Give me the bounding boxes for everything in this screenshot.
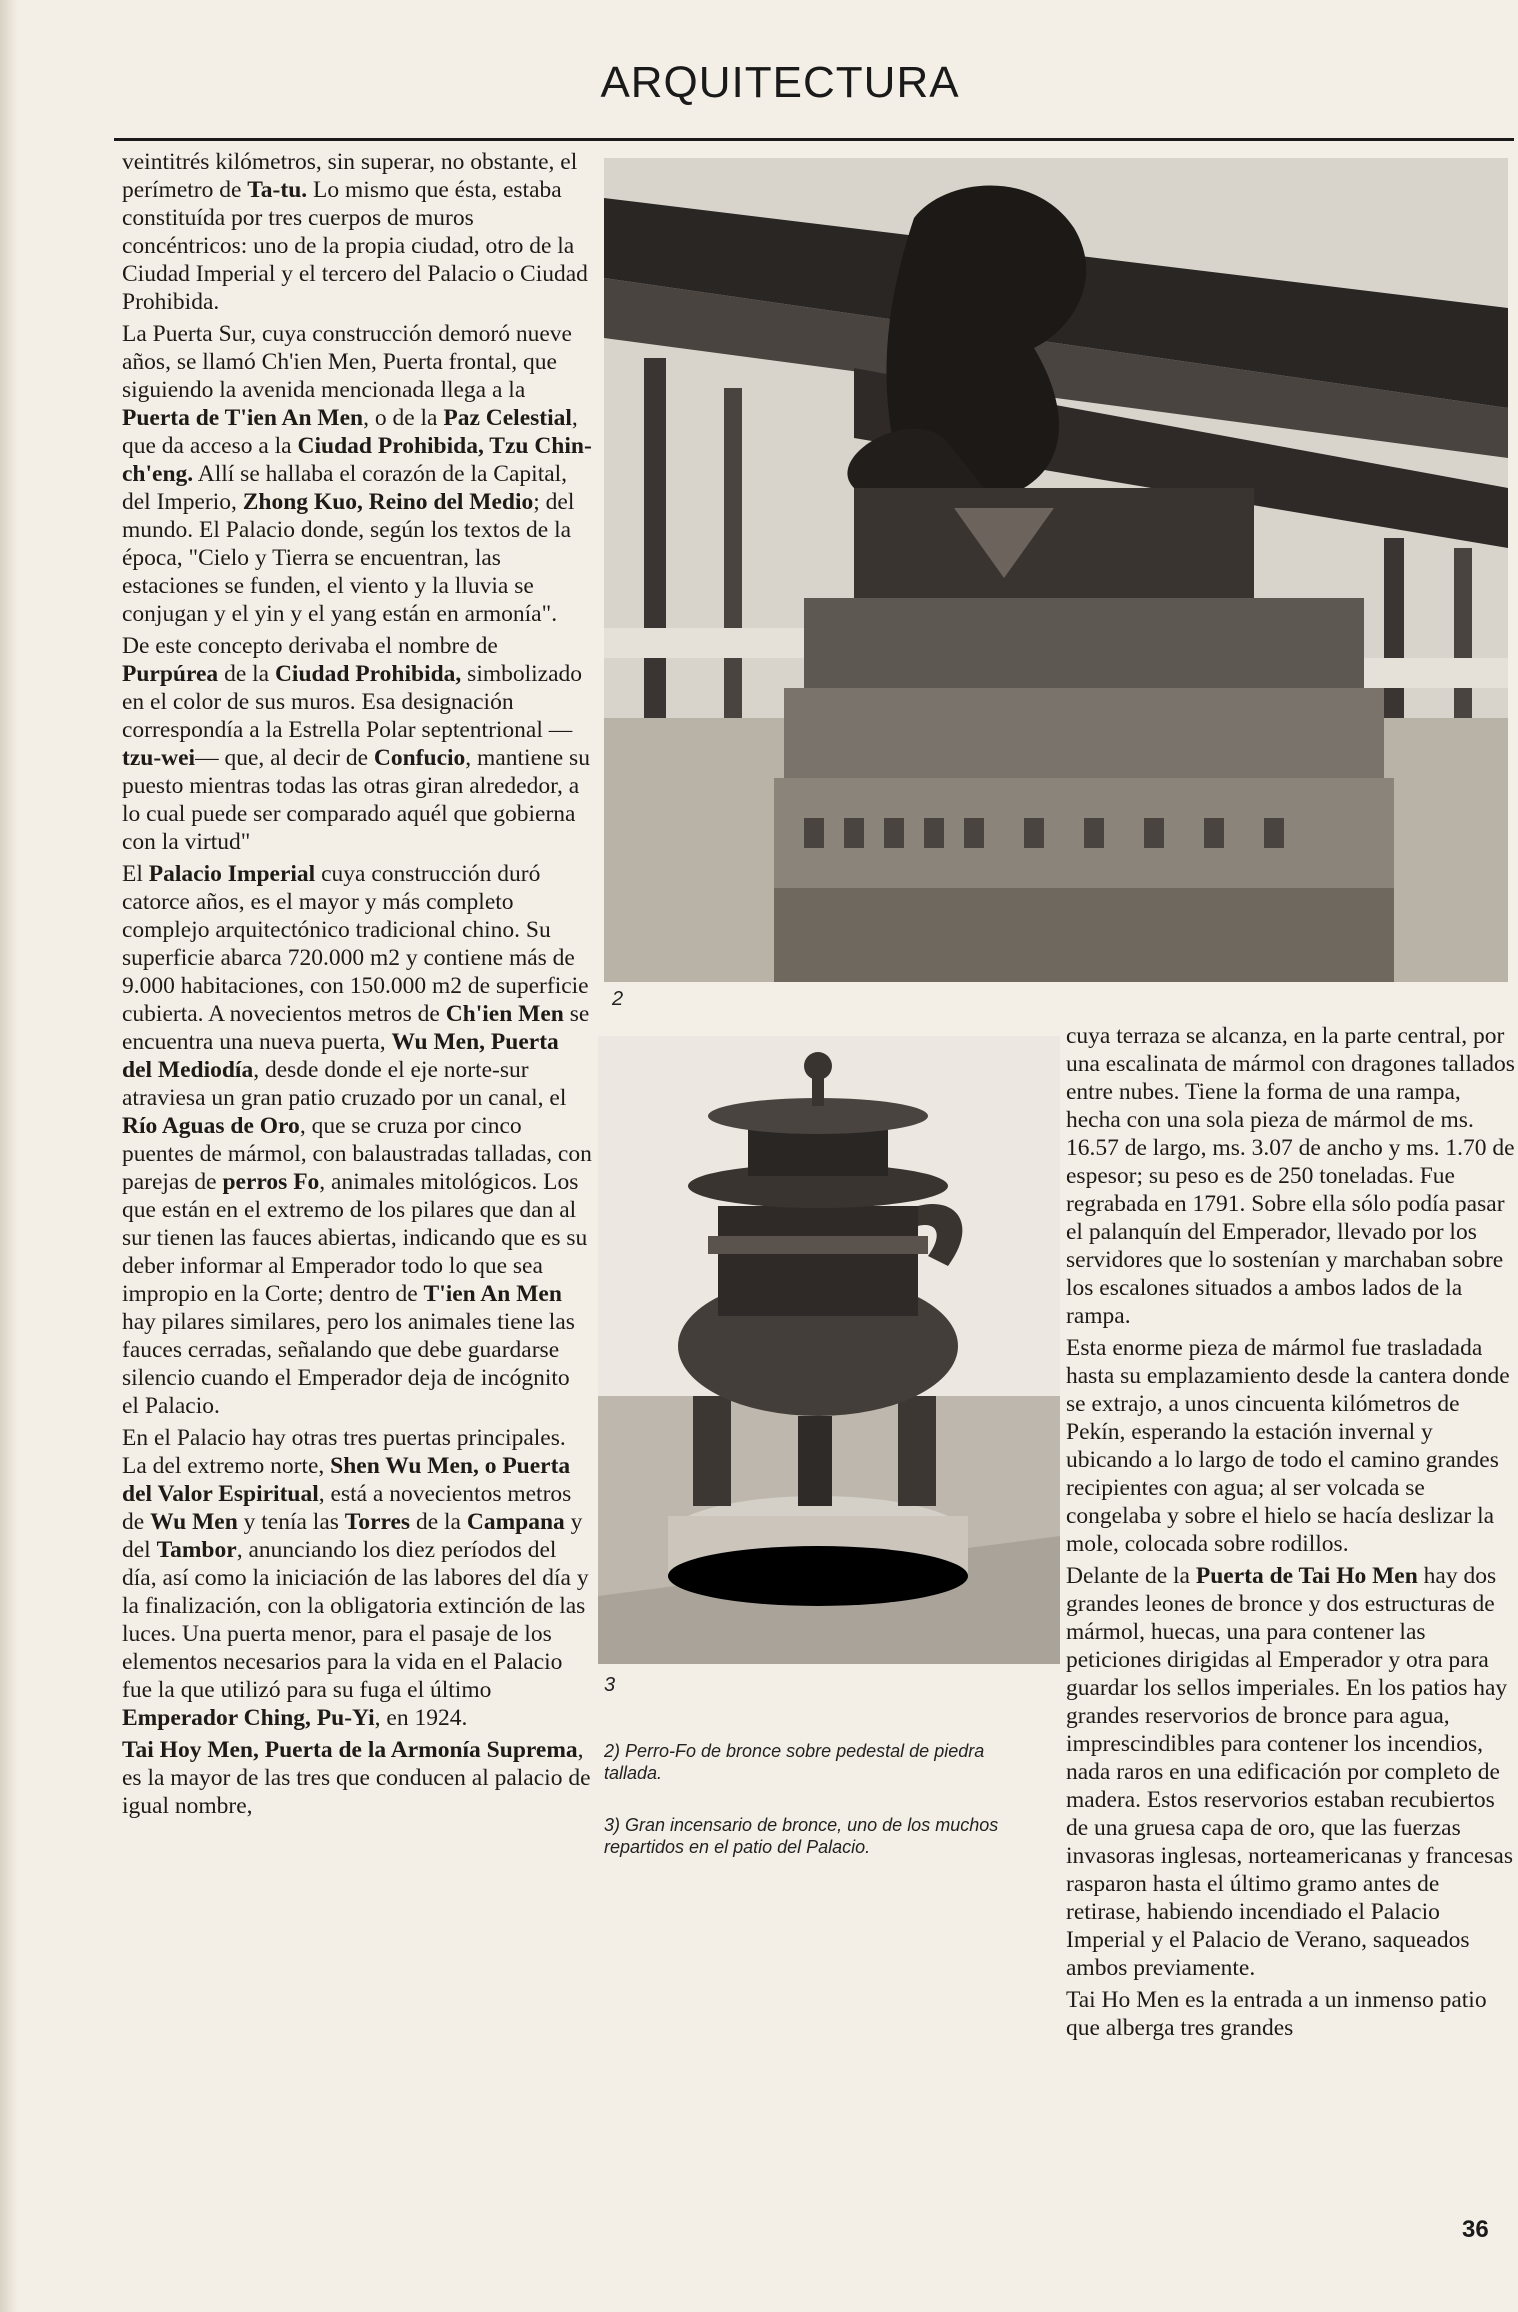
text-run: , está a novecientos metros de	[122, 1481, 572, 1535]
paragraph	[122, 1424, 592, 1732]
text-run: cuya construcción duró catorce años, es el mayor y más completo complejo arquitectónico tradicional chino. Su superficie abarca 720.000 m2 y contiene más de 9.000 habitaciones, con 150.000 m2 de superficie cubierta. A novecientos metros de	[122, 861, 589, 1027]
text-column-left	[122, 148, 592, 1824]
text-run: Lo mismo que ésta, estaba constituída por tres cuerpos de muros concéntricos: uno de la propia ciudad, otro de la Ciudad Imperial y el tercero del Palacio o Ciudad Prohibida.	[122, 177, 588, 315]
caption-figure-3: 3) Gran incensario de bronce, uno de los muchos repartidos en el patio del Palacio.	[604, 1815, 999, 1857]
text-run: , en 1924.	[374, 1705, 468, 1731]
caption-figure-2: 2) Perro-Fo de bronce sobre pedestal de piedra tallada.	[604, 1741, 985, 1783]
text-run: Tai Ho Men es la entrada a un inmenso patio que alberga tres grandes	[1066, 1987, 1487, 2041]
bold-term: Shen Wu Men, o Puerta del Valor Espiritual	[122, 1453, 571, 1507]
text-column-right	[1066, 1022, 1516, 2046]
bold-term: Tai Hoy Men, Puerta de la Armonía Suprema	[122, 1737, 578, 1763]
bold-term: Ciudad Prohibida, Tzu Chin-ch'eng.	[122, 433, 592, 487]
photo-bronze-fo-dog	[604, 158, 1508, 982]
paragraph	[122, 860, 592, 1420]
text-run: de la	[218, 661, 275, 687]
bold-term: Wu Men, Puerta del Mediodía	[122, 1029, 559, 1083]
text-run: , o de la	[363, 405, 444, 431]
bold-term: Ciudad Prohibida,	[274, 661, 462, 687]
paragraph	[122, 148, 592, 316]
text-run: , desde donde el eje norte-sur atraviesa un gran patio cruzado por un canal, el	[122, 1057, 567, 1111]
text-run: El	[122, 861, 149, 887]
text-run: de la	[410, 1509, 467, 1535]
text-run: y del	[122, 1509, 583, 1563]
section-title: ARQUITECTURA	[600, 58, 960, 107]
figure-2-number: 2	[612, 988, 624, 1010]
text-run: veintitrés kilómetros, sin superar, no obstante, el perímetro de	[122, 149, 578, 203]
bold-term: Paz Celestial	[443, 405, 572, 431]
bold-term: Palacio Imperial	[148, 861, 316, 887]
bold-term: tzu-wei	[122, 745, 196, 771]
text-run: , animales mitológicos. Los que están en el extremo de los pilares que dan al sur tienen las fauces abiertas, indicando que es su deber informar al Emperador todo lo que sea impropio en la Corte; dentro de	[122, 1169, 588, 1307]
bold-term: T'ien An Men	[423, 1281, 562, 1307]
bold-term: Río Aguas de Oro	[122, 1113, 300, 1139]
paragraph	[122, 1736, 592, 1820]
text-run: En el Palacio hay otras tres puertas principales. La del extremo norte,	[122, 1425, 566, 1479]
photo-bronze-censer	[598, 1036, 1060, 1664]
bold-term: Zhong Kuo, Reino del Medio	[242, 489, 534, 515]
bold-term: Confucio	[373, 745, 466, 771]
text-run: cuya terraza se alcanza, en la parte central, por una escalinata de mármol con dragones tallados entre nubes. Tiene la forma de una rampa, hecha con una sola pieza de mármol de ms. 16.57 de largo, ms. 3.07 de ancho y ms. 1.70 de espesor; su peso es de 250 toneladas. Fue regrabada en 1791. Sobre ella sólo podía pasar el palanquín del Emperador, llevado por los servidores que lo sostenían y marchaban sobre los escalones situados a ambos lados de la rampa.	[1066, 1023, 1515, 1329]
paragraph	[122, 320, 592, 628]
paragraph	[1066, 1986, 1516, 2042]
text-run: , es la mayor de las tres que conducen al palacio de igual nombre,	[122, 1737, 591, 1819]
text-run: — que, al decir de	[195, 745, 374, 771]
text-run: , mantiene su puesto mientras todas las otras giran alrededor, a lo cual puede ser comparado aquél que gobierna con la virtud"	[122, 745, 590, 855]
text-run: Allí se hallaba el corazón de la Capital, del Imperio,	[122, 461, 568, 515]
text-run: Esta enorme pieza de mármol fue trasladada hasta su emplazamiento desde la cantera donde se extrajo, a unos cincuenta kilómetros de Pekín, esperando la estación invernal y ubicando a lo largo de todo el camino grandes recipientes con agua; al ser volcada se congelaba y sobre el hielo se hacía deslizar la mole, colocada sobre rodillos.	[1066, 1335, 1510, 1557]
bold-term: Wu Men	[150, 1509, 238, 1535]
text-run: , anunciando los diez períodos del día, así como la iniciación de las labores del día y la finalización, con la obligatoria extinción de las luces. Una puerta menor, para el pasaje de los elementos necesarios para la vida en el Palacio fue la que utilizó para su fuga el último	[122, 1537, 589, 1703]
text-run: hay pilares similares, pero los animales tiene las fauces cerradas, señalando que debe guardarse silencio cuando el Emperador deja de incógnito el Palacio.	[122, 1309, 575, 1419]
paragraph	[1066, 1334, 1516, 1558]
text-run: simbolizado en el color de sus muros. Esa designación correspondía a la Estrella Polar septentrional —	[122, 661, 583, 743]
paragraph	[122, 632, 592, 856]
text-run: La Puerta Sur, cuya construcción demoró nueve años, se llamó Ch'ien Men, Puerta frontal, que siguiendo la avenida mencionada llega a la	[122, 321, 572, 403]
bold-term: Puerta de T'ien An Men	[122, 405, 364, 431]
text-run: , que se cruza por cinco puentes de mármol, con balaustradas talladas, con parejas de	[122, 1113, 592, 1195]
page-edge	[0, 0, 18, 2312]
paragraph	[1066, 1562, 1516, 1982]
bold-term: Puerta de Tai Ho Men	[1195, 1563, 1418, 1589]
paragraph	[1066, 1022, 1516, 1330]
bold-term: Emperador Ching, Pu-Yi	[122, 1705, 375, 1731]
bold-term: Torres	[344, 1509, 411, 1535]
text-run: hay dos grandes leones de bronce y dos estructuras de mármol, huecas, una para contener las peticiones dirigidas al Emperador y otra para guardar los sellos imperiales. En los patios hay grandes reservorios de bronce para agua, imprescindibles para contener los incendios, nada raros en una edificación por completo de madera. Estos reservorios estaban recubiertos de una gruesa capa de oro, que las fuerzas invasoras inglesas, norteamericanas y francesas rasparon hasta el último gramo antes de retirase, habiendo incendiado el Palacio Imperial y el Palacio de Verano, saqueados ambos previamente.	[1066, 1563, 1513, 1981]
text-run: Delante de la	[1066, 1563, 1196, 1589]
bold-term: Ch'ien Men	[445, 1001, 564, 1027]
bold-term: Ta-tu.	[247, 177, 308, 203]
text-run: De este concepto derivaba el nombre de	[122, 633, 498, 659]
page-number: 36	[1462, 2216, 1489, 2243]
bold-term: Campana	[466, 1509, 565, 1535]
text-run: se encuentra una nueva puerta,	[122, 1001, 590, 1055]
text-run: ; del mundo. El Palacio donde, según los textos de la época, "Cielo y Tierra se encuentran, las estaciones se funden, el viento y la lluvia se conjugan y el yin y el yang están en armonía".	[122, 489, 575, 627]
header-rule	[114, 138, 1514, 141]
text-run: , que da acceso a la	[122, 405, 578, 459]
figure-3-number: 3	[604, 1674, 616, 1696]
text-run: y tenía las	[237, 1509, 345, 1535]
bold-term: Tambor	[156, 1537, 237, 1563]
bold-term: perros Fo	[222, 1169, 320, 1195]
bold-term: Purpúrea	[122, 661, 219, 687]
